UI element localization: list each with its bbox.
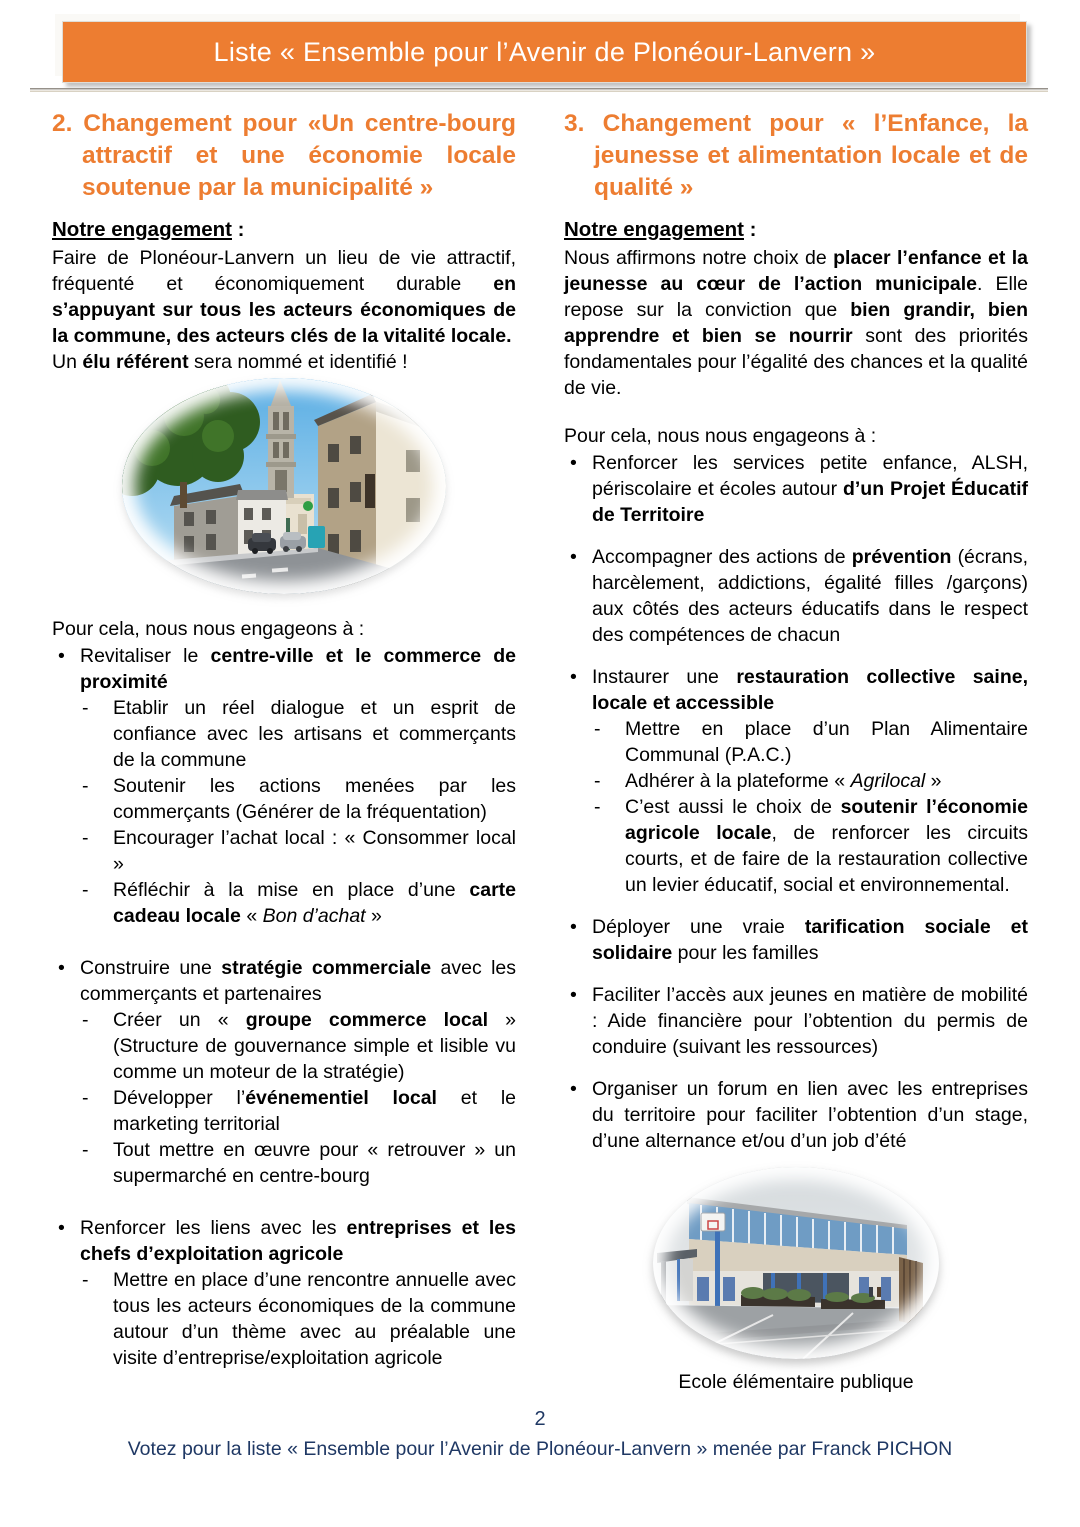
bullet-item: • Accompagner des actions de prévention (écrans, harcèlement, addictions, égalité filles /garçons) aux côtés des acteurs éducatifs dans le respect des compétences de chacun [564, 544, 1028, 648]
section-3-title: Changement pour « l’Enfance, la jeunesse et alimentation locale et de qualité » [594, 110, 1028, 201]
left-engagement-label: Notre engagement : [52, 218, 245, 241]
street-scene-illustration [122, 378, 446, 594]
left-intro-paragraph: Faire de Plonéour-Lanvern un lieu de vie attractif, fréquenté et économiquement durable en s’appuyant sur tous les acteurs économiques de la commune, des acteurs clés de la vitalité locale. [52, 247, 516, 347]
sub-bullet-item: - Développer l’événementiel local et le marketing territorial [80, 1085, 516, 1137]
sub-bullet-list [80, 1007, 516, 1189]
left-column [52, 108, 516, 1371]
section-3-heading [564, 108, 1028, 204]
sub-bullet-item: - Soutenir les actions menées par les commerçants (Générer de la fréquentation) [80, 773, 516, 825]
right-intro-paragraph: Nous affirmons notre choix de placer l’enfance et la jeunesse au cœur de l’action municipale. Elle repose sur la conviction que bien grandir, bien apprendre et bien se nourrir sont des priorités fondamentales pour l’égalité des chances et la qualité de vie. [564, 247, 1029, 399]
bullet-item: • Faciliter l’accès aux jeunes en matière de mobilité : Aide financière pour l’obtention du permis de conduire (suivant les ressources) [564, 982, 1028, 1060]
page-number: 2 [534, 1408, 546, 1430]
bullet-item: • Revitaliser le centre-ville et le commerce de proximité - Etablir un réel dialogue et un esprit de confiance avec les artisans et commerçants de la commune - Soutenir les actions menées par les commerçants (Générer de la fréquentation) - Encourager l’achat local : « Consommer local » - Réfléchir à la mise en place d’une carte cadeau locale « Bon d’achat » [52, 643, 516, 929]
sub-bullet-item: - Mettre en place d’un Plan Alimentaire Communal (P.A.C.) [592, 716, 1028, 768]
right-column [564, 108, 1028, 1395]
section-2-title: Changement pour «Un centre-bourg attractif et une économie locale soutenue par la municipalité » [82, 110, 516, 201]
left-intro-paragraph-2: Un élu référent sera nommé et identifié ! [52, 351, 408, 373]
banner-title: Liste « Ensemble pour l’Avenir de Plonéour-Lanvern » [213, 36, 876, 67]
sub-bullet-item: - C’est aussi le choix de soutenir l’économie agricole locale, de renforcer les circuits courts, et de faire de la restauration collective un levier éducatif, social et environnemental. [592, 794, 1028, 898]
bullet-item: • Construire une stratégie commerciale avec les commerçants et partenaires - Créer un « groupe commerce local » (Structure de gouvernance simple et lisible vu comme un moteur de la stratégie) - Développer l’événementiel local et le marketing territorial - Tout mettre en œuvre pour « retrouver » un supermarché en centre-bourg [52, 955, 516, 1189]
sub-bullet-list [80, 1267, 516, 1371]
sub-bullet-item: - Réfléchir à la mise en place d’une carte cadeau locale « Bon d’achat » [80, 877, 516, 929]
right-engagement-label: Notre engagement : [564, 218, 757, 241]
section-2-number: 2. [52, 110, 73, 137]
section-3-number: 3. [564, 110, 585, 137]
title-banner [62, 21, 1027, 83]
sub-bullet-item: - Créer un « groupe commerce local » (Structure de gouvernance simple et lisible vu comme un moteur de la stratégie) [80, 1007, 516, 1085]
sub-bullet-list [80, 695, 516, 929]
sub-bullet-item: - Etablir un réel dialogue et un esprit de confiance avec les artisans et commerçants de la commune [80, 695, 516, 773]
school-photo-caption: Ecole élémentaire publique [678, 1371, 914, 1393]
right-bullet-list [564, 450, 1028, 1154]
school-scene-illustration [653, 1167, 939, 1359]
left-pour-cela: Pour cela, nous nous engageons à : [52, 618, 365, 640]
sub-bullet-item: - Tout mettre en œuvre pour « retrouver » un supermarché en centre-bourg [80, 1137, 516, 1189]
left-bullet-list [52, 643, 516, 1371]
header-divider [30, 88, 1048, 92]
sub-bullet-item: - Adhérer à la plateforme « Agrilocal » [592, 768, 1028, 794]
right-pour-cela: Pour cela, nous nous engageons à : [564, 425, 877, 447]
footer-slogan: Votez pour la liste « Ensemble pour l’Avenir de Plonéour-Lanvern » menée par Franck PICHON [127, 1438, 953, 1460]
bullet-item: • Instaurer une restauration collective saine, locale et accessible - Mettre en place d’un Plan Alimentaire Communal (P.A.C.) - Adhérer à la plateforme « Agrilocal » - C’est aussi le choix de soutenir l’économie agricole locale, de renforcer les circuits courts, et de faire de la restauration collective un levier éducatif, social et environnemental. [564, 664, 1028, 898]
sub-bullet-item: - Mettre en place d’une rencontre annuelle avec tous les acteurs économiques de la commune autour d’un thème avec au préalable une visite d’entreprise/exploitation agricole [80, 1267, 516, 1371]
sub-bullet-item: - Encourager l’achat local : « Consommer local » [80, 825, 516, 877]
school-photo [653, 1167, 939, 1359]
bullet-item: • Organiser un forum en lien avec les entreprises du territoire pour faciliter l’obtention d’un stage, d’une alternance et/ou d’un job d’été [564, 1076, 1028, 1154]
street-photo [122, 378, 446, 594]
section-2-heading [52, 108, 516, 204]
bullet-item: • Renforcer les liens avec les entreprises et les chefs d’exploitation agricole - Mettre en place d’une rencontre annuelle avec tous les acteurs économiques de la commune autour d’un thème avec au préalable une visite d’entreprise/exploitation agricole [52, 1215, 516, 1371]
sub-bullet-list [592, 716, 1028, 898]
bullet-item: • Déployer une vraie tarification sociale et solidaire pour les familles [564, 914, 1028, 966]
bullet-item: • Renforcer les services petite enfance, ALSH, périscolaire et écoles autour d’un Projet Éducatif de Territoire [564, 450, 1028, 528]
